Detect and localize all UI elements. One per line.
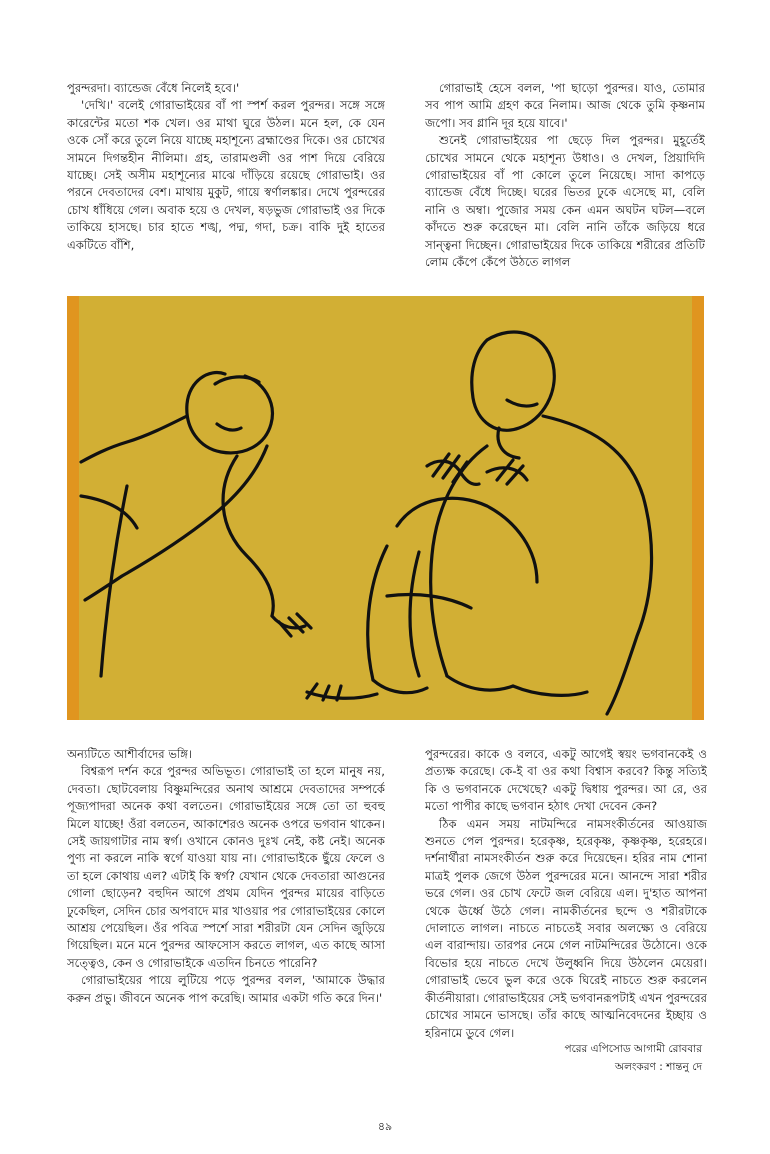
paragraph: পুরন্দরদা। ব্যান্ডেজ বেঁধে নিলেই হবে।': [67, 81, 240, 95]
article-column-bottom-left: [67, 746, 385, 1078]
page-number: ৪৯: [377, 1120, 393, 1133]
paragraph: গোরাভাই হেসে বলল, 'পা ছাড়ো পুরন্দর। যাও, তোমার সব পাপ আমি গ্রহণ করে নিলাম। আজ থেকে তুমি কৃষ্ণনাম জপো। সব গ্লানি দূর হয়ে যাবে।': [425, 81, 705, 130]
paragraph: ঠিক এমন সময় নাটমন্দিরে নামসংকীর্তনের আওয়াজ শুনতে পেল পুরন্দর। হরেকৃষ্ণ, হরেকৃষ্ণ, কৃষ্ণকৃষ্ণ, হরেহরে। দর্শনার্থীরা নামসংকীর্তন শুরু করে দিয়েছেন। হরির নাম শোনা মাত্রই পুলক জেগে উঠল পুরন্দরের মনে। আনন্দে সারা শরীর ভরে গেল। ওর চোখ ফেটে জল বেরিয়ে এল। দু'হাত আপনা থেকে ঊর্ধ্বে উঠে গেল। নামকীর্তনের ছন্দে ও শরীরটাকে দোলাতে লাগল। নাচতে নাচতেই সবার অলক্ষ্যে ও বেরিয়ে এল বারান্দায়। তারপর নেমে গেল নাটমন্দিরের উঠোনে। ওকে বিভোর হয়ে নাচতে দেখে উলুধ্বনি দিয়ে উঠলেন মেয়েরা। গোরাভাই ভেবে ভুল করে ওকে ঘিরেই নাচতে শুরু করলেন কীর্তনীয়ারা। গোরাভাইয়ের সেই ভগবানরূপটাই এখন পুরন্দরের চোখের সামনে ভাসছে। তাঁর কাছে আত্মনিবেদনের ইচ্ছায় ও হরিনামে ডুবে গেল।: [425, 816, 707, 1040]
line-art-figures: [81, 332, 652, 714]
illustration-drawing: [67, 296, 704, 720]
next-episode-note: পরের এপিসোড আগামী রোববার: [564, 1043, 702, 1055]
paragraph: বিশ্বরূপ দর্শন করে পুরন্দর অভিভূত। গোরাভাই তা হলে মানুষ নয়, দেবতা। ছোটবেলায় বিষ্ণুমন্দিরের অনাথ আশ্রমে দেবতাদের সম্পর্কে পূজ্যপাদরা অনেক কথা বলতেন। গোরাভাইয়ের সঙ্গে তো তা হুবহু মিলে যাচ্ছে! ওঁরা বলতেন, আকাশেরও অনেক ওপরে ভগবান থাকেন। সেই জায়গাটার নাম স্বর্গ। ওখানে কোনও দুঃখ নেই, কষ্ট নেই। অনেক পুণ্য না করলে নাকি স্বর্গে যাওয়া যায় না। গোরাভাইকে ছুঁয়ে ফেলে ও তা হলে কোথায় এল? এটাই কি স্বর্গ? যেখান থেকে দেবতারা আগুনের গোলা ছোড়েন? বহুদিন আগে প্রথম যেদিন পুরন্দর মায়ের বাড়িতে ঢুকেছিল, সেদিন চোর অপবাদে মার খাওয়ার পর গোরাভাইয়ের কোলে আশ্রয় পেয়েছিল। ওঁর পবিত্র স্পর্শে সারা শরীরটা যেন সেদিন জুড়িয়ে গিয়েছিল। মনে মনে পুরন্দর আফসোস করতে লাগল, এত কাছে আসা সত্ত্বেও, কেন ও গোরাভাইকে এতদিন চিনতে পারেনি?: [67, 764, 385, 970]
paragraph: গোরাভাইয়ের পায়ে লুটিয়ে পড়ে পুরন্দর বলল, 'আমাকে উদ্ধার করুন প্রভু। জীবনে অনেক পাপ করেছি। আমার একটা গতি করে দিন।': [67, 973, 385, 1005]
story-illustration: [67, 296, 704, 720]
right-orange-band: [692, 296, 704, 720]
left-orange-band: [67, 296, 79, 720]
paragraph: অন্যটিতে আশীর্বাদের ভঙ্গি।: [67, 747, 193, 761]
article-column-bottom-right: [425, 746, 707, 1040]
article-column-top-right: [425, 80, 705, 280]
paragraph: 'দেখি।' বলেই গোরাভাইয়ের বাঁ পা স্পর্শ করল পুরন্দর। সঙ্গে সঙ্গে কারেন্টের মতো শক খেল। ওর মাথা ঘুরে উঠল। মনে হল, কে যেন ওকে সোঁ করে তুলে নিয়ে যাচ্ছে মহাশূন্যে ব্রহ্মাণ্ডের দিকে। ওর চোখের সামনে দিগন্তহীন নীলিমা। গ্রহ, তারামণ্ডলী ওর পাশ দিয়ে বেরিয়ে যাচ্ছে। সেই অসীম মহাশূন্যের মাঝে দাঁড়িয়ে রয়েছে গোরাভাই। ওর পরনে দেবতাদের বেশ। মাথায় মুকুট, গায়ে স্বর্ণালঙ্কার। দেখে পুরন্দরের চোখ ধাঁধিয়ে গেল। অবাক হয়ে ও দেখল, ষড়ভুজ গোরাভাই ওর দিকে তাকিয়ে হাসছে। চার হাতে শঙ্খ, পদ্ম, গদা, চক্র। বাকি দুই হাতের একটিতে বাঁশি,: [67, 98, 385, 252]
article-column-top-left: [67, 80, 385, 280]
paragraph: পুরন্দরের। কাকে ও বলবে, একটু আগেই স্বয়ং ভগবানকেই ও প্রত্যক্ষ করেছে। কে-ই বা ওর কথা বিশ্বাস করবে? কিন্তু সত্যিই কি ও ভগবানকে দেখেছে? একটু দ্বিধায় পুরন্দর। আ রে, ওর মতো পাপীর কাছে ভগবান হঠাৎ দেখা দেবেন কেন?: [425, 747, 707, 814]
illustrator-credit: অলংকরণ : শান্তনু দে: [615, 1061, 702, 1073]
paragraph: শুনেই গোরাভাইয়ের পা ছেড়ে দিল পুরন্দর। মুহূর্তেই চোখের সামনে থেকে মহাশূন্য উধাও। ও দেখল, প্রিয়াদিদি গোরাভাইয়ের বাঁ পা কোলে তুলে নিয়েছে। সাদা কাপড়ে ব্যান্ডেজ বেঁধে দিচ্ছে। ঘরের ভিতর ঢুকে এসেছে মা, বেলি নানি ও অম্বা। পুজোর সময় কেন এমন অঘটন ঘটল—বলে কাঁদতে শুরু করেছেন মা। বেলি নানি তাঁকে জড়িয়ে ধরে সান্ত্বনা দিচ্ছেন। গোরাভাইয়ের দিকে তাকিয়ে শরীরের প্রতিটি লোম কেঁপে কেঁপে উঠতে লাগল: [425, 133, 705, 270]
